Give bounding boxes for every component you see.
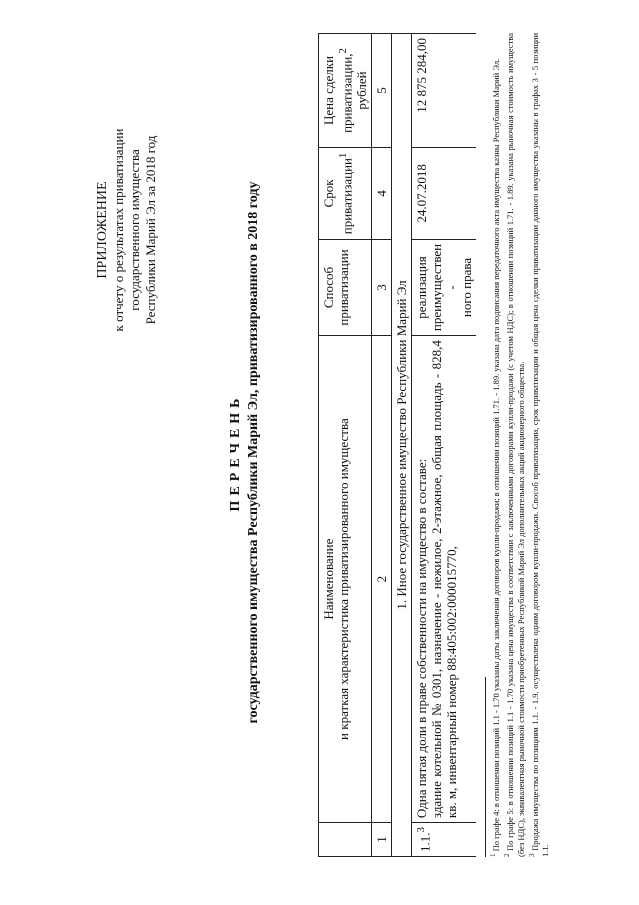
description-text: здание котельной № 0301, назначение - нежилое, 2-этажное, общая площадь - 828,4 кв. м, инвентарный номер 88:405:002:000015770, xyxy=(429,340,460,819)
table-row xyxy=(412,34,477,857)
description-text: Одна пятая доли в праве собственности на имущество в составе: xyxy=(414,458,430,819)
header-cell-term xyxy=(319,147,372,239)
privatization-table xyxy=(318,33,476,857)
header-text: Наименование xyxy=(321,538,336,620)
section-row xyxy=(392,34,412,857)
footnote-3 xyxy=(527,33,552,857)
footnotes xyxy=(488,33,551,857)
footnote-separator xyxy=(485,677,486,857)
row-number: 1.1. xyxy=(417,832,433,852)
header-text: приватизации xyxy=(336,249,351,326)
footnote-ref: 3 xyxy=(415,827,428,833)
appendix-block xyxy=(95,115,159,345)
header-cell-price xyxy=(319,34,372,148)
header-text: приватизации, xyxy=(339,53,355,133)
row-date xyxy=(412,147,477,239)
header-text: Срок xyxy=(321,179,336,208)
header-text: Цена сделки xyxy=(321,55,336,125)
row-price xyxy=(412,34,477,148)
header-text: приватизации xyxy=(339,158,355,235)
header-text: и краткая характеристика приватизированного имущества xyxy=(336,418,351,740)
row-method xyxy=(412,239,477,335)
footnote-1 xyxy=(488,33,502,857)
document-title: ПЕРЕЧЕНЬ xyxy=(228,393,243,512)
footnote-mark: 1 xyxy=(489,853,497,857)
footnote-text: По графе 5: в отношении позиций 1.1 - 1.70 указана цена имущества в соответствии с заключенными договорами купли-продажи (с учетом НДС); в отношении позиций 1.71. - 1.89. указана рыночная стоимость имущества (без НДС), эквивалентная рыночной стоимости приобретенных Республикой Марий Эл дополнительных акций акционерного общества. xyxy=(504,33,526,857)
column-number: 5 xyxy=(372,34,392,148)
header-cell-method xyxy=(319,239,372,335)
header-text: Способ xyxy=(321,266,336,309)
appendix-line: к отчету о результатах приватизации xyxy=(111,128,126,332)
footnote-mark: 2 xyxy=(502,853,511,857)
header-row xyxy=(319,34,372,857)
column-number: 2 xyxy=(372,336,392,823)
footnote-ref: 1 xyxy=(337,152,349,158)
appendix-line: государственного имущества xyxy=(127,149,142,311)
column-number: 4 xyxy=(372,147,392,239)
header-cell-number xyxy=(319,823,372,857)
header-text: рублей xyxy=(354,71,370,110)
footnote-2 xyxy=(502,33,527,857)
method-text: ного права xyxy=(459,257,475,318)
footnote-text: По графе 4: в отношении позиций 1.1 - 1.70 указаны даты заключения договоров купли-продажи; в отношении позиций 1.71. - 1.89. указана дата подписания передаточного акта имущества казны Республики Марий Эл. xyxy=(490,58,501,852)
price-text: 12 875 284,00 xyxy=(414,38,430,113)
appendix-line: Республики Марий Эл за 2018 год xyxy=(143,135,158,325)
section-heading: 1. Иное государственное имущество Республики Марий Эл xyxy=(392,34,412,857)
method-text: реализация xyxy=(414,256,430,319)
row-number-cell xyxy=(412,823,477,857)
column-number-row xyxy=(372,34,392,857)
document-subtitle: государственного имущества Республики Марий Эл, приватизированного в 2018 году xyxy=(246,181,261,724)
footnote-ref: 2 xyxy=(337,48,349,54)
appendix-heading: ПРИЛОЖЕНИЕ xyxy=(95,181,110,279)
method-text: преимуществен - xyxy=(429,243,460,332)
footnote-mark: 3 xyxy=(527,853,536,857)
header-cell-name xyxy=(319,336,372,823)
date-text: 24.07.2018 xyxy=(414,164,430,223)
column-number: 3 xyxy=(372,239,392,335)
row-description xyxy=(412,336,477,823)
footnote-text: Продажа имущества по позициям 1.1. - 1.9. осуществлена одним договором купли-продажи. Способ приватизации, срок приватизации и общая цена сделки приватизации данного имущества указаны в графах 3 - 5 позиции 1.1. xyxy=(529,33,551,857)
column-number: 1 xyxy=(372,823,392,857)
